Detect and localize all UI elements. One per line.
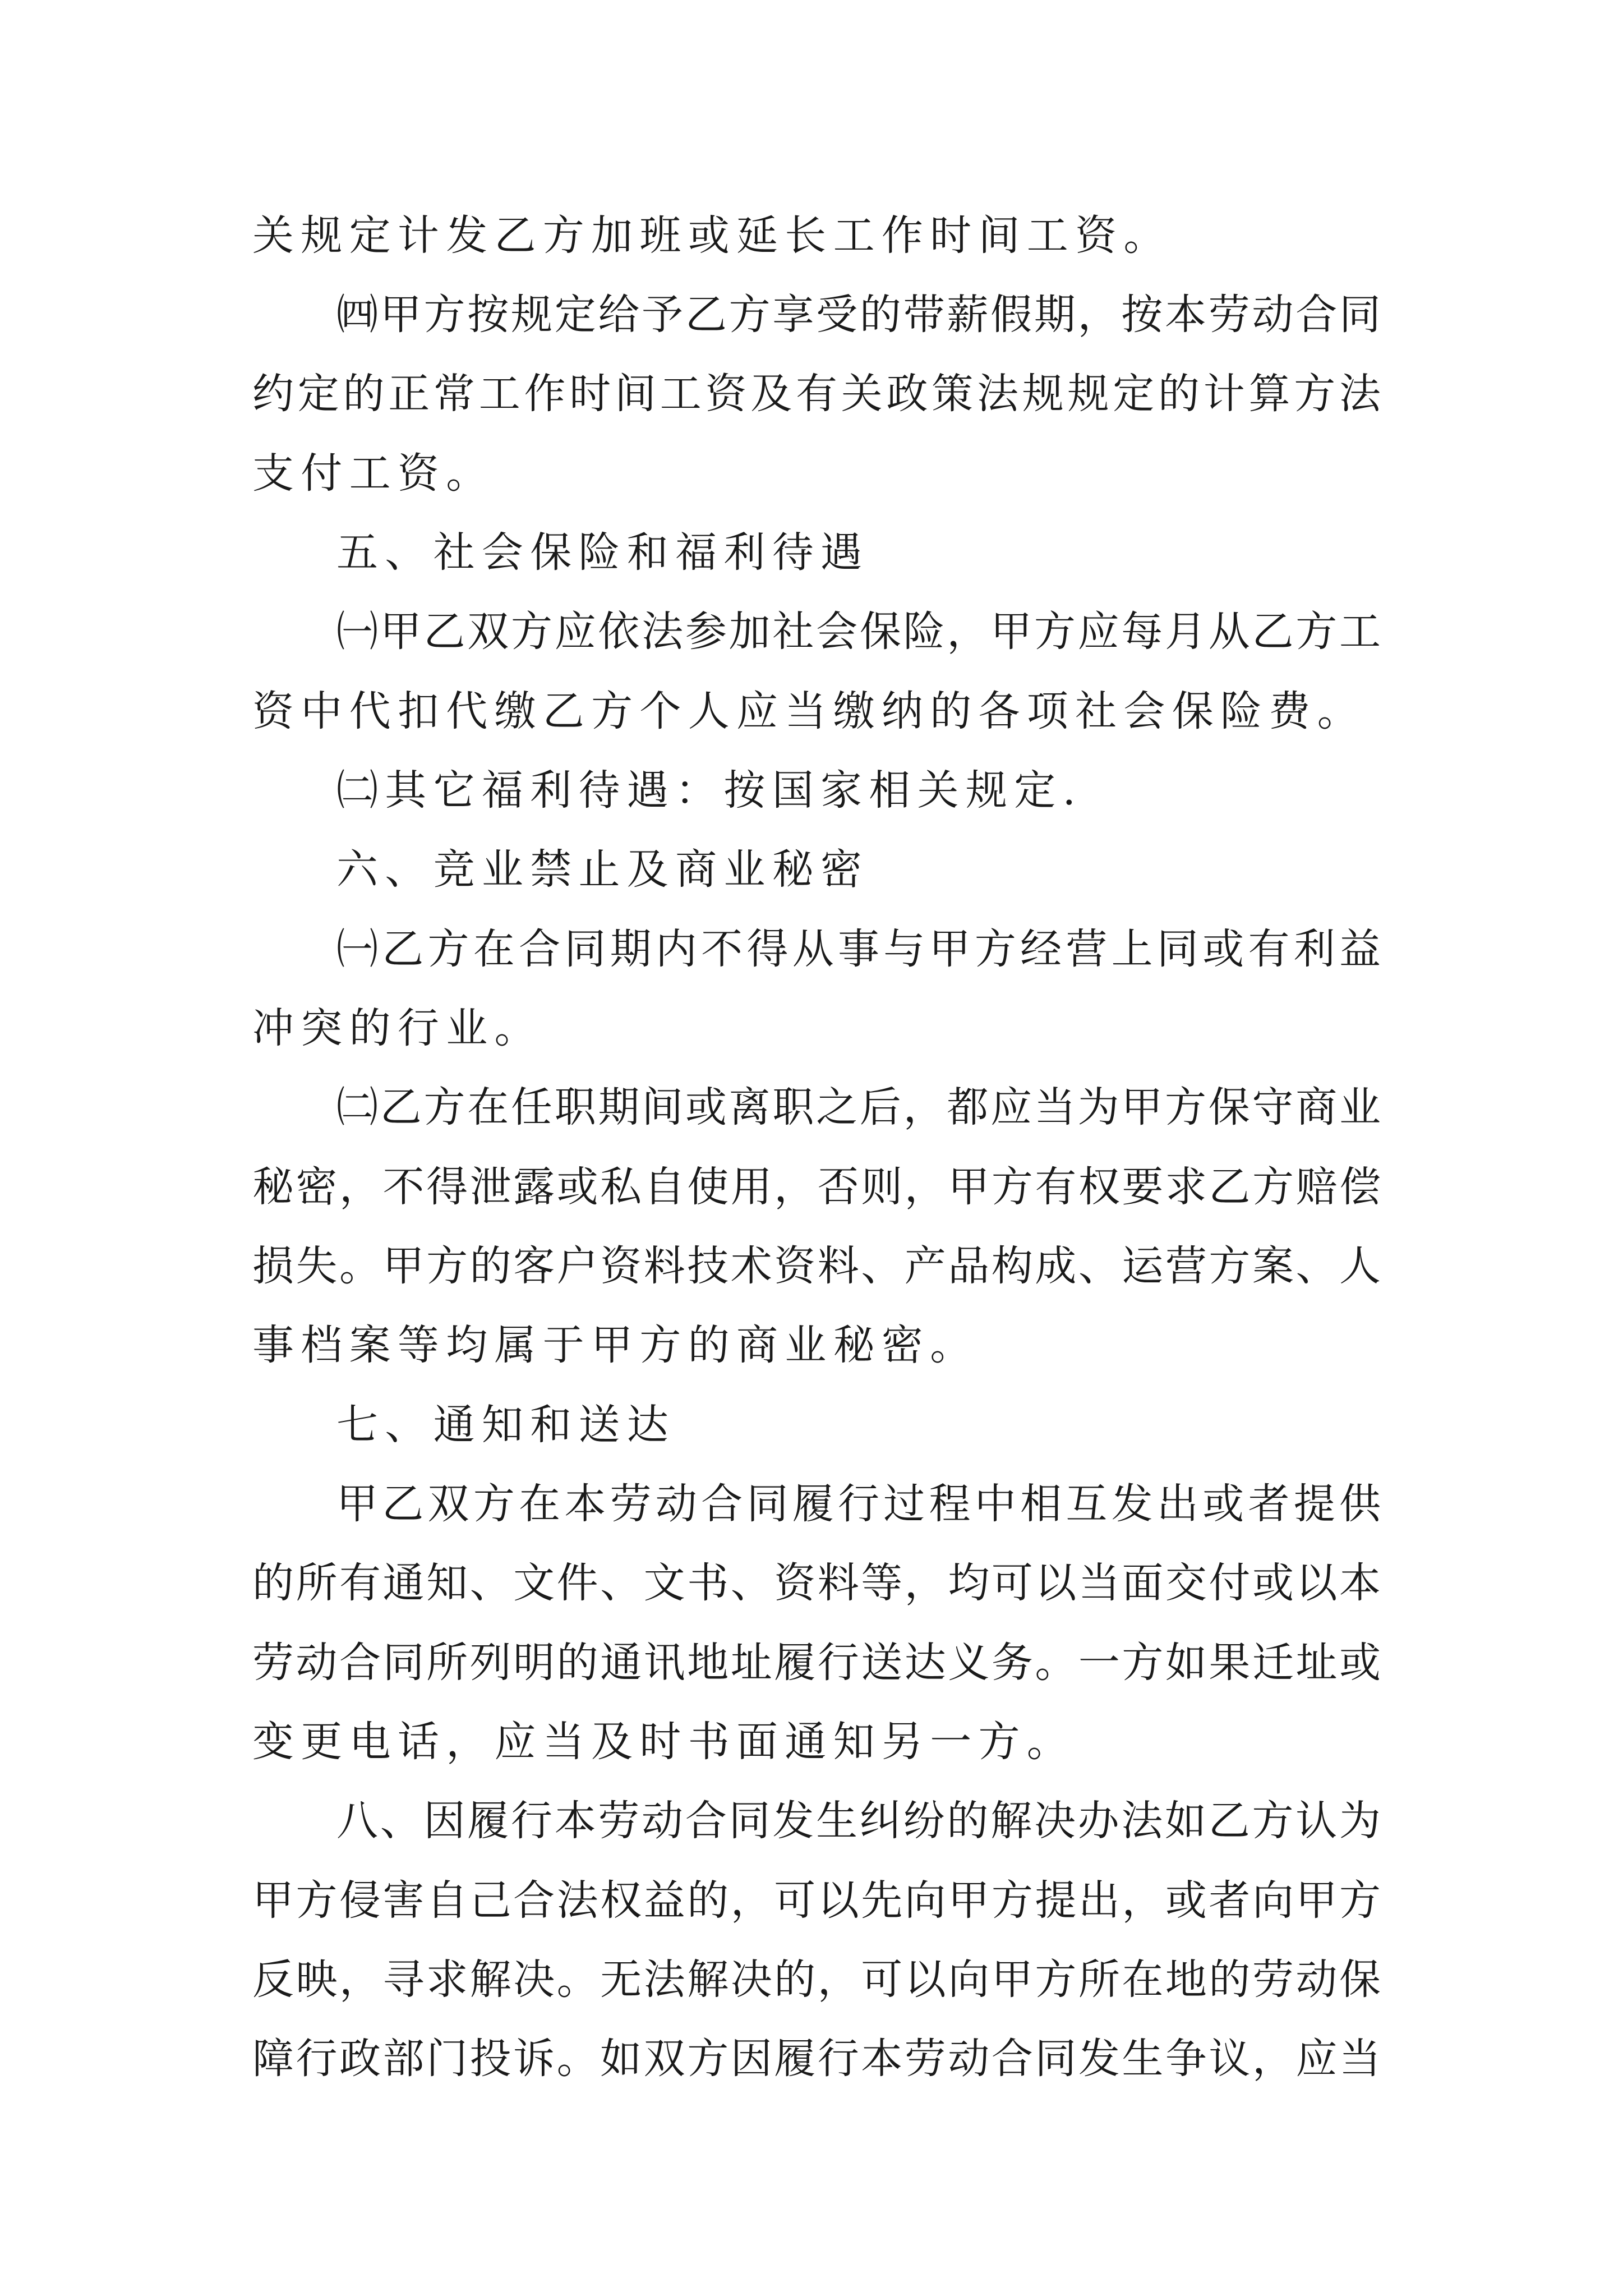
section-heading: 六、竞业禁止及商业秘密 [336, 845, 869, 894]
text-line: 秘密，不得泄露或私自使用，否则，甲方有权要求乙方赔偿 [252, 1163, 1381, 1211]
text-line: 关规定计发乙方加班或延长工作时间工资。 [252, 211, 1172, 260]
text-line: ㈠乙方在合同期内不得从事与甲方经营上同或有利益 [336, 925, 1381, 973]
section-heading: 五、社会保险和福利待遇 [336, 528, 869, 577]
text-line: ㈡其它福利待遇：按国家相关规定. [336, 766, 1083, 815]
text-line: 劳动合同所列明的通讯地址履行送达义务。一方如果迁址或 [252, 1639, 1381, 1687]
text-line: ㈡乙方在任职期间或离职之后，都应当为甲方保守商业 [336, 1083, 1381, 1131]
text-line: 甲乙双方在本劳动合同履行过程中相互发出或者提供 [336, 1480, 1381, 1528]
text-line: ㈠甲乙双方应依法参加社会保险，甲方应每月从乙方工 [336, 608, 1381, 656]
text-line: 冲突的行业。 [252, 1004, 543, 1052]
text-line: 变更电话，应当及时书面通知另一方。 [252, 1718, 1076, 1766]
text-line: 约定的正常工作时间工资及有关政策法规规定的计算方法 [252, 370, 1381, 418]
text-line: 甲方侵害自己合法权益的，可以先向甲方提出，或者向甲方 [252, 1876, 1381, 1925]
section-heading: 七、通知和送达 [336, 1401, 676, 1449]
text-line: 事档案等均属于甲方的商业秘密。 [252, 1321, 979, 1369]
text-line: 障行政部门投诉。如双方因履行本劳动合同发生争议，应当 [252, 2035, 1381, 2083]
text-line: ㈣甲方按规定给予乙方享受的带薪假期，按本劳动合同 [336, 291, 1381, 339]
text-line: 反映，寻求解决。无法解决的，可以向甲方所在地的劳动保 [252, 1955, 1381, 2004]
text-line: 损失。甲方的客户资料技术资料、产品构成、运营方案、人 [252, 1242, 1381, 1290]
text-line: 的所有通知、文件、文书、资料等，均可以当面交付或以本 [252, 1559, 1381, 1607]
text-line: 支付工资。 [252, 449, 495, 498]
section-heading: 八、因履行本劳动合同发生纠纷的解决办法如乙方认为 [336, 1797, 1381, 1845]
text-line: 资中代扣代缴乙方个人应当缴纳的各项社会保险费。 [252, 687, 1366, 735]
